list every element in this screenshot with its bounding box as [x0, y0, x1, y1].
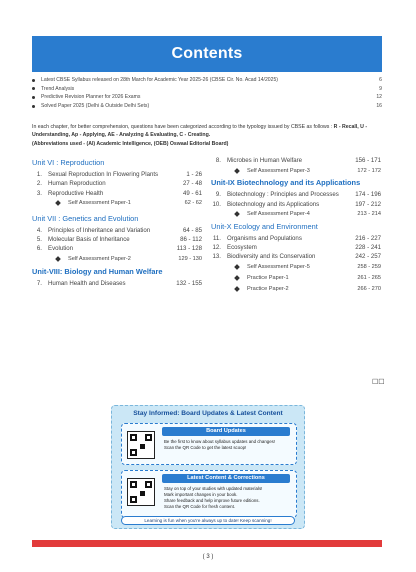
unit-heading: Unit-X Ecology and Environment: [211, 221, 318, 231]
assessment-entry[interactable]: Self Assessment Paper-5 258 - 259: [211, 262, 381, 273]
chapter-entry[interactable]: 7. Human Health and Diseases 132 - 155: [36, 279, 202, 287]
contents-banner: [32, 36, 382, 72]
latest-content-card: [121, 470, 297, 518]
assessment-entry[interactable]: Self Assessment Paper-3 172 - 172: [211, 165, 381, 176]
assessment-entry[interactable]: Self Assessment Paper-1 62 - 62: [32, 198, 202, 209]
unit-heading: Unit VI : Reproduction: [32, 158, 105, 167]
page-title: Contents: [171, 45, 243, 62]
list-item: Solved Paper 2025 (Delhi & Outside Delhi Sets) 16: [32, 102, 382, 111]
typology-note: In each chapter, for better comprehension, questions have been categorized according to the typology issued by CBSE as follows : R - Recall, U - Understanding, Ap - Applying, AE - Analyzing & Evaluating, C - Creating. (Abbreviations used - (AI) Academic Intelligence, (OEB) Oswaal Editorial Board): [32, 124, 368, 147]
assessment-entry[interactable]: Self Assessment Paper-2 129 - 130: [32, 254, 202, 265]
unit-heading: Unit-VIII: Biology and Human Welfare: [32, 266, 163, 276]
intro-bullet-list: [32, 76, 382, 110]
card-line: Stay on top of your studies with updated materials!: [164, 486, 263, 491]
chapter-entry[interactable]: 3. Reproductive Health 49 - 61: [36, 189, 202, 197]
assessment-entry[interactable]: Practice Paper-2 266 - 270: [211, 284, 381, 295]
diamond-bullet-icon: [55, 256, 61, 262]
chapter-entry[interactable]: 8. Microbes in Human Welfare 156 - 171: [215, 157, 381, 164]
qr-code-icon[interactable]: [127, 478, 155, 506]
list-item: Predictive Revision Planner for 2026 Exams 12: [32, 93, 382, 102]
chapter-entry[interactable]: 10. Biotechnology and its Applications 197 - 212: [212, 200, 381, 208]
chapter-entry[interactable]: 1. Sexual Reproduction In Flowering Plants 1 - 26: [36, 171, 202, 178]
chapter-entry[interactable]: 13. Biodiversity and its Conservation 242 - 257: [212, 253, 381, 261]
diamond-bullet-icon: [55, 201, 61, 207]
bullet-icon: [32, 79, 35, 82]
chapter-entry[interactable]: 4. Principles of Inheritance and Variation 64 - 85: [36, 226, 202, 234]
updates-info-box: [111, 405, 305, 529]
bullet-icon: [32, 87, 35, 90]
chapter-entry[interactable]: 12. Ecosystem 228 - 241: [212, 244, 381, 252]
chapter-entry[interactable]: 5. Molecular Basis of Inheritance 86 - 112: [36, 236, 202, 244]
unit-heading: Unit-IX Biotechnology and its Applications: [211, 178, 361, 188]
assessment-entry[interactable]: Practice Paper-1 261 - 265: [211, 273, 381, 284]
bullet-icon: [32, 105, 35, 108]
contents-left-column: [32, 156, 202, 288]
info-footer: Learning is fun when you're always up to date! Keep scanning!: [121, 516, 295, 525]
card-title: Board Updates: [162, 427, 290, 436]
footer-bar: [32, 540, 382, 547]
info-heading: Stay Informed: Board Updates & Latest Content: [133, 410, 283, 417]
diamond-bullet-icon: [234, 264, 240, 270]
chapter-entry[interactable]: 2. Human Reproduction 27 - 48: [36, 180, 202, 188]
card-line: Share feedback and help improve future editions.: [164, 498, 260, 503]
card-title: Latest Content & Corrections: [162, 474, 290, 483]
card-line: Scan the QR Code for fresh content.: [164, 504, 236, 509]
card-line: Be the first to know about syllabus updates and changes!: [164, 439, 276, 444]
unit-heading: Unit VII : Genetics and Evolution: [32, 213, 139, 223]
list-item: Latest CBSE Syllabus released on 28th March for Academic Year 2025-26 (CBSE Cir. No. Acad 14/2025) 6: [32, 76, 382, 85]
diamond-bullet-icon: [234, 212, 240, 218]
continue-mark: ☐☐: [372, 379, 385, 386]
chapter-entry[interactable]: 6. Evolution 113 - 128: [36, 245, 202, 253]
page-number: ( 3 ): [202, 554, 214, 560]
diamond-bullet-icon: [234, 168, 240, 174]
diamond-bullet-icon: [234, 286, 240, 292]
board-updates-card: [121, 423, 297, 465]
bullet-icon: [32, 96, 35, 99]
contents-right-column: [211, 156, 381, 295]
card-line: Mark important changes in your book.: [164, 492, 238, 497]
card-line: Scan the QR Code to get the latest scoop!: [164, 445, 247, 450]
chapter-entry[interactable]: 9. Biotechnology : Principles and Processes 174 - 196: [215, 191, 381, 199]
chapter-entry[interactable]: 11. Organisms and Populations 216 - 227: [212, 234, 381, 242]
qr-code-icon[interactable]: [127, 431, 155, 459]
diamond-bullet-icon: [234, 275, 240, 281]
list-item: Trend Analysis 9: [32, 85, 382, 94]
assessment-entry[interactable]: Self Assessment Paper-4 213 - 214: [211, 209, 381, 220]
